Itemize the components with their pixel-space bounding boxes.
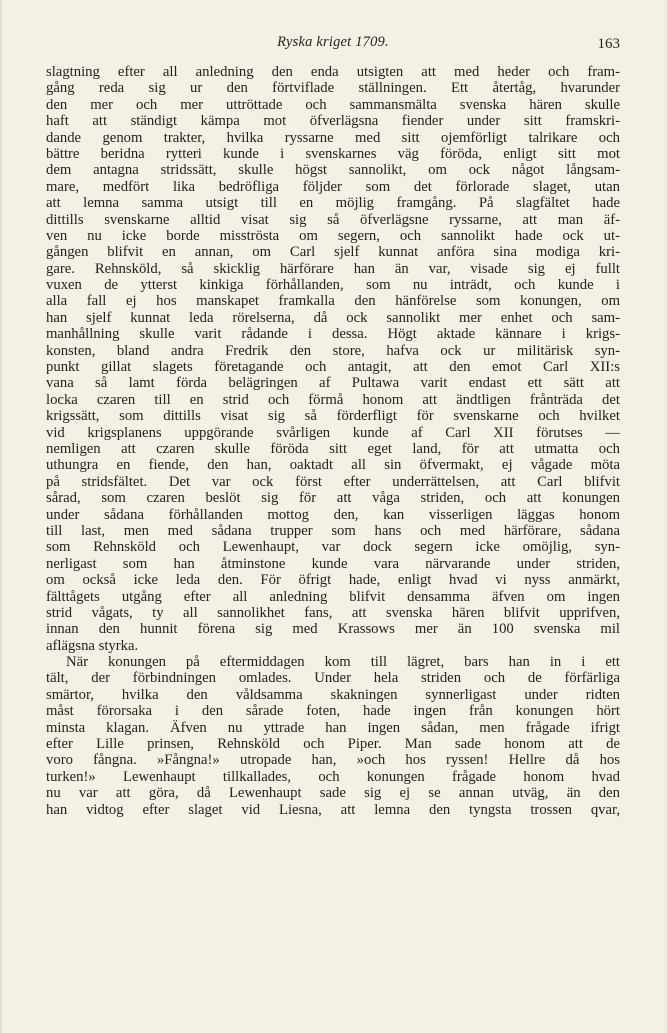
text-line: vuxen de ytterst kinkiga förhållanden, som nu inträdt, och kunde i [46,277,620,294]
text-line: nu var att göra, då Lewenhaupt sade sig ej se annan utväg, än den [46,785,620,802]
text-line: innan den hunnit förena sig med Krassows mer än 100 svenska mil [46,621,620,638]
text-line: slagtning efter all anledning den enda utsigten att med heder och fram- [46,64,620,80]
text-line: smärtor, hvilka den våldsamma skakningen synnerligast under ridten [46,686,620,703]
text-line: nerligast som han åtminstone kunde vara närvarande under striden, [46,555,620,572]
text-line: konsten, bland andra Fredrik den store, hafva ock ur militärisk syn- [46,342,620,359]
text-line: han sjelf kunnat leda rörelserna, då ock sannolikt mer enhet och sam- [46,309,620,326]
text-line: haft att ständigt kämpa mot öfverlägsna fiender under sitt framskri- [46,113,620,130]
body-text [46,64,620,818]
text-line: fälttågets utgång efter all anledning blifvit densamma äfven om ingen [46,588,620,605]
text-line: gång reda sig ur den förtviflade ställningen. Ett återtåg, hvarunder [46,80,620,97]
text-line: gare. Rehnsköld, så skicklig härförare han än var, visade sig ej fullt [46,260,620,277]
text-line: voro fångna. »Fångna!» utropade han, »och hos ryssen! Hellre då hos [46,752,620,769]
text-line: dem antagna stridssätt, skulle högst sannolikt, om ock något långsam- [46,162,620,179]
text-line: vid krigsplanens uppgörande svårligen kunde af Carl XII förutses — [46,424,620,441]
text-line: manhållning skulle varit rådande i dessa. Högt aktade kännare i krigs- [46,326,620,343]
text-line: som Rehnsköld och Lewenhaupt, var dock segern icke omöjlig, syn- [46,539,620,556]
text-line: mare, medfört lika bedröfliga följder som det förlorade slaget, utan [46,178,620,195]
text-line: han vidtog efter slaget vid Liesna, att lemna den tyngsta trossen qvar, [46,801,620,818]
text-line: minsta klagan. Äfven nu yttrade han ingen sådan, men frågade ifrigt [46,719,620,736]
text-line: locka czaren till en strid och förmå honom att ändtligen frånträda det [46,391,620,408]
text-line: om också icke leda den. För öfrigt hade, enligt hvad vi nyss anmärkt, [46,572,620,589]
text-line: punkt gillat slagets företagande och antagit, att den emot Carl XII:s [46,359,620,376]
page-header [46,30,620,54]
page-number: 163 [597,36,620,52]
text-line: alla fall ej hos manskapet framkalla den hänförelse som konungen, om [46,293,620,310]
text-line: gången blifvit en annan, om Carl sjelf kunnat anföra sina modiga kri- [46,244,620,261]
running-head: Ryska kriget 1709. [277,34,389,50]
text-line: dande genom trakter, hvilka ryssarne med sitt ojemförligt talrikare och [46,129,620,146]
text-line: efter Lille prinsen, Rehnsköld och Piper. Man sade honom att de [46,736,620,753]
text-line: under sådana förhållanden mottog den, kan visserligen läggas honom [46,506,620,523]
paragraph-start-line: När konungen på eftermiddagen kom till lägret, bars han in i ett [66,654,620,671]
text-line: den mer och mer uttröttade och sammansmälta svenska hären skulle [46,96,620,113]
text-line: strid vågats, ty all sannolikhet fans, att svenska hären blifvit upprifven, [46,604,620,621]
paragraph-end-line: aflägsna styrka. [46,637,139,654]
text-line: ven nu icke borde misströsta om segern, och sannolikt hade ock ut- [46,227,620,244]
text-line: krigssätt, som dittills visat sig så förderfligt för svenskarne och hvilket [46,408,620,425]
text-line: uthungra en fiende, den han, oaktadt all sin öfvermakt, ej vågade möta [46,457,620,474]
text-line: till last, men med sådana trupper som hans och med härförare, sådana [46,522,620,539]
text-line: nemligen att czaren skulle föröda sitt eget land, för att utmatta och [46,440,620,457]
text-line: på stridsfältet. Det var ock först efter underrättelsen, att Carl blifvit [46,473,620,490]
text-line: sårad, som czaren beslöt sig för att våga striden, och att konungen [46,490,620,507]
text-line: bättre beridna rytteri kunde i svenskarnes väg föröda, enligt sitt mot [46,145,620,162]
text-line: att lemna samma utsigt till en möjlig framgång. På slagfältet hade [46,195,620,212]
text-line: dittills svenskarne alltid visat sig så öfverlägsne ryssarne, att man äf- [46,211,620,228]
text-line: vana så lamt förda belägringen af Pultawa varit endast ett sätt att [46,375,620,392]
text-line: tält, der förbindningen omlades. Under hela striden och de förfärliga [46,670,620,687]
text-line: måst förorsaka i den sårade foten, hade ingen från konungen hört [46,703,620,720]
text-line: turken!» Lewenhaupt tillkallades, och konungen frågade honom hvad [46,768,620,785]
